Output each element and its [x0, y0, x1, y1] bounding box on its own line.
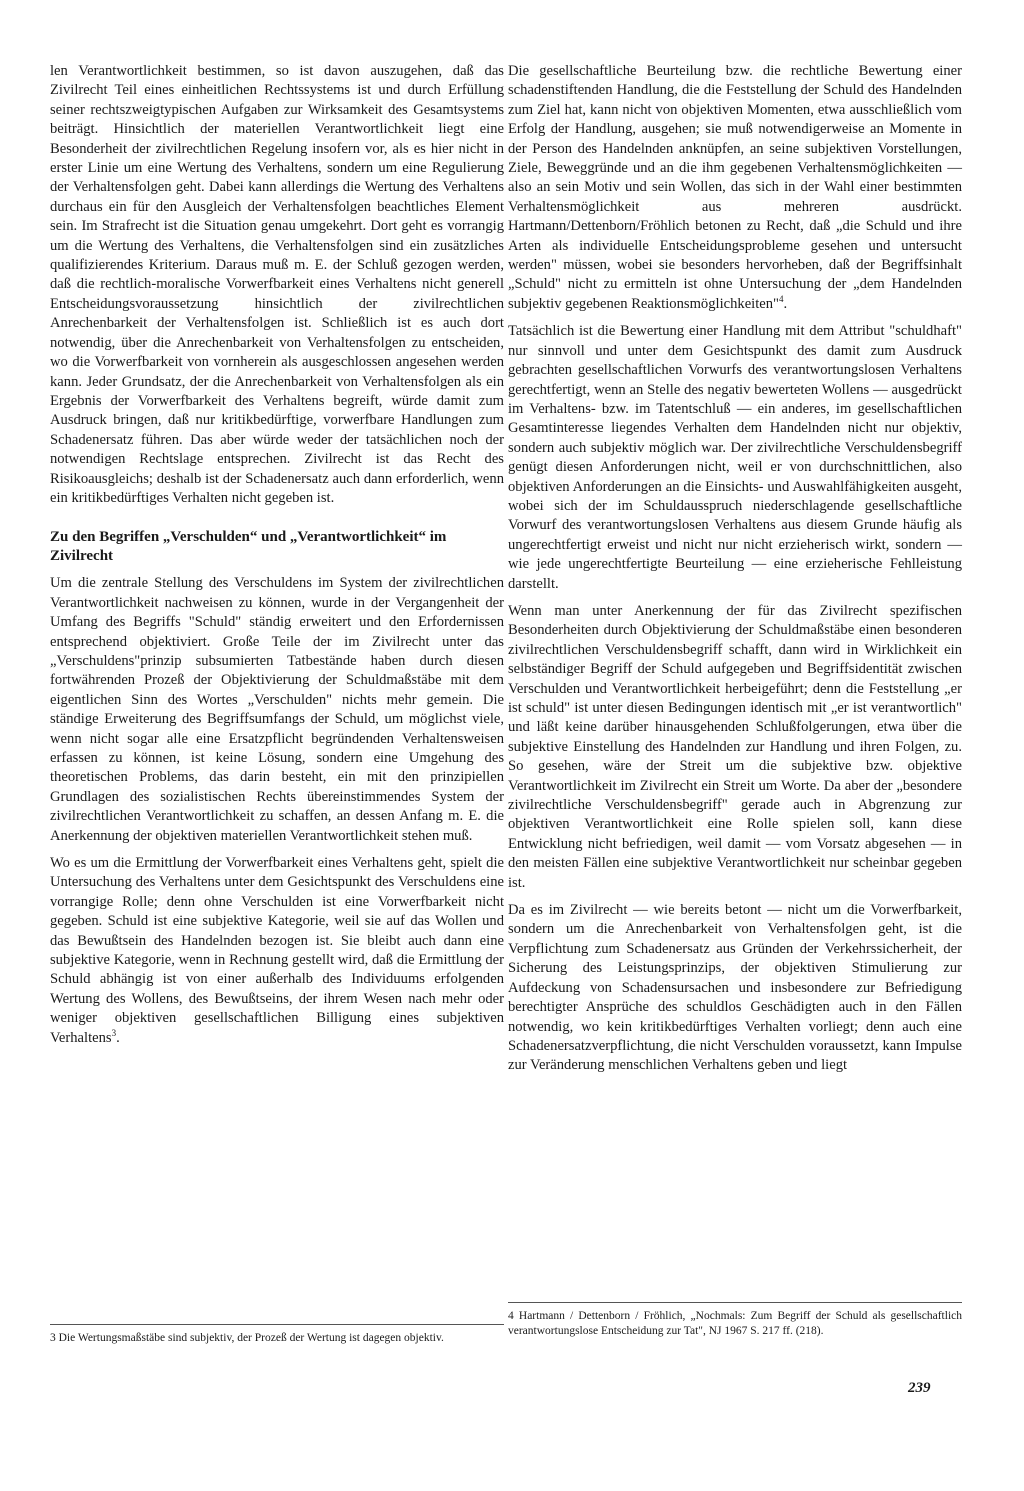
paragraph: Tatsächlich ist die Bewertung einer Handlung mit dem Attribut "schuldhaft" nur sinnvoll und unter dem Gesichtspunkt des damit zum Ausdruck gebrachten gesellschaftlichen Vorwurfs des verantwortungslosen Verhaltens gerechtfertigt, wenn an Stelle des negativ bewerteten Wollens — ausgedrückt im Verhaltens- bzw. im Tatentschluß — ein anderes, im gesellschaftlichen Gesamtinteresse liegendes Verhalten dem Handelnden nicht nur objektiv, sondern auch subjektiv möglich war. Der zivilrechtliche Verschuldensbegriff genügt diesen Anforderungen nicht, weil er von durchschnittlichen, also objektiven Anforderungen an die Einsichts- und Auswahlfähigkeiten ausgeht, wobei sich der im Schuldausspruch niederschlagende gesellschaftliche Vorwurf des verantwortungslosen Verhaltens aus diesem Grunde häufig als ungerechtfertigt erweist und nicht nur nicht erzieherisch wirkt, sondern — wie jede ungerechtfertigte Beurteilung — eine erzieherische Fehlleistung darstellt.	[508, 323, 962, 592]
section-heading: Zu den Begriffen „Verschulden“ und „Verantwortlichkeit“ im Zivilrecht	[50, 529, 447, 565]
paragraph: Da es im Zivilrecht — wie bereits betont — nicht um die Vorwerfbarkeit, sondern um die Anrechenbarkeit von Verhaltensfolgen geht, ist die Verpflichtung zum Schadenersatz aus Gründen der Verkehrssicherheit, der Sicherung des Leistungsprinzips, der objektiven Stimulierung zur Aufdeckung von Schadensursachen und insbesondere zur Befriedigung berechtigter Ansprüche des schuldlos Geschädigten auch in den Fällen notwendig, wo kein kritikbedürftiges Verhalten vorliegt; denn auch eine Schadenersatzverpflichtung, die nicht Verschulden voraussetzt, kann Impulse zur Veränderung menschlichen Verhaltens geben und liegt	[508, 902, 962, 1074]
footnote-3: 3 Die Wertungsmaßstäbe sind subjektiv, der Prozeß der Wertung ist dagegen objektiv.	[50, 1332, 444, 1344]
left-column	[50, 62, 504, 1056]
right-column	[508, 62, 962, 1084]
paragraph-end: .	[116, 1029, 120, 1046]
footnote-4: 4 Hartmann / Dettenborn / Fröhlich, „Nochmals: Zum Begriff der Schuld als gesellschaftlich verantwortungslose Entscheidung zur Tat", NJ 1967 S. 217 ff. (218).	[508, 1310, 962, 1337]
paragraph	[508, 62, 962, 314]
paragraph-end: .	[783, 295, 788, 312]
page-number: 239	[908, 1380, 931, 1396]
paragraph-text: Die gesellschaftliche Beurteilung bzw. die rechtliche Bewertung einer schadenstiftenden Handlung, die die Feststellung der Schuld des Handelnden zum Ziel hat, kann nicht von objektiven Momenten, etwa ausschließlich vom Erfolg der Handlung, ausgehen; sie muß notwendigerweise an Momente in der Person des Handelnden anknüpfen, an seine subjektiven Vorstellungen, Ziele, Beweggründe und an die ihm gegebenen Verhaltensmöglichkeiten — also an sein Motiv und sein Wollen, das sich in der Wahl einer bestimmten Verhaltensmöglichkeit aus mehreren ausdrückt. Hartmann/Dettenborn/Fröhlich betonen zu Recht, daß „die Schuld und ihre Arten als individuelle Entscheidungsprobleme gesehen und untersucht werden" müssen, wobei sie besonders hervorheben, daß der Begriffsinhalt „Schuld" nicht zu ermitteln ist ohne Untersuchung der „dem Handelnden subjektiv gegebenen Reaktionsmöglichkeiten"	[508, 63, 962, 312]
paragraph	[50, 854, 504, 1048]
paragraph: Um die zentrale Stellung des Verschuldens im System der zivilrechtlichen Verantwortlichkeit nachweisen zu können, wurde in der Vergangenheit der Umfang des Begriffs "Schuld" ständig erweitert und den Erfordernissen entsprechend objektiviert. Große Teile der im Zivilrecht unter das „Verschuldens"prinzip subsumierten Tatbestände haben durch diesen fortwährenden Prozeß der Objektivierung der Schuldmaßstäbe mit dem eigentlichen Sinn des Wortes „Verschulden" nichts mehr gemein. Die ständige Erweiterung des Begriffsumfangs der Schuld, um möglichst viele, wenn nicht sogar alle eine Ersatzpflicht begründenden Verhaltensweisen erfassen zu können, ist keine Lösung, sondern eine Umgehung des theoretischen Problems, das darin besteht, ein mit den prinzipiellen Grundlagen des sozialistischen Rechts übereinstimmendes System der zivilrechtlichen Verantwortlichkeit zu schaffen, an dessen Anfang m. E. die Anerkennung der objektiven materiellen Verantwortlichkeit stehen muß.	[50, 575, 504, 844]
footnote-ref-3: 3	[111, 1027, 117, 1038]
footnote-area-right	[508, 1302, 962, 1338]
paragraph: len Verantwortlichkeit bestimmen, so ist davon auszugehen, daß das Zivilrecht Teil eines einheitlichen Rechtssystems ist und durch Erfüllung seiner rechtszweigtypischen Aufgaben zur Wirksamkeit des Gesamtsystems beiträgt. Hinsichtlich der materiellen Verantwortlichkeit liegt eine Besonderheit der zivilrechtlichen Regelung insofern vor, als es hier nicht in erster Linie um eine Wertung des Verhaltens, sondern um eine Regulierung der Verhaltensfolgen geht. Dabei kann allerdings die Wertung des Verhaltens durchaus ein für den Ausgleich der Verhaltensfolgen beachtliches Element sein. Im Strafrecht ist die Situation genau umgekehrt. Dort geht es vorrangig um die Wertung des Verhaltens, die Verhaltensfolgen sind ein zusätzliches qualifizierendes Kriterium. Daraus muß m. E. der Schluß gezogen werden, daß die rechtlich-moralische Vorwerfbarkeit eines Verhaltens nicht generell Entscheidungsvoraussetzung hinsichtlich der zivilrechtlichen Anrechenbarkeit der Verhaltensfolgen ist. Schließlich ist es auch dort notwendig, über die Anrechenbarkeit von Verhaltensfolgen zu entscheiden, wo die Vorwerfbarkeit von vornherein als ausgeschlossen angesehen werden kann. Jeder Grundsatz, der die Anrechenbarkeit von Verhaltensfolgen als ein Ergebnis der Vorwerfbarkeit des Verhaltens begreift, würde damit zum Ausdruck bringen, daß nur kritikbedürftige, vorwerfbare Handlungen zum Schadenersatz führen. Das aber würde weder der tatsächlichen noch der notwendigen Rechtslage entsprechen. Zivilrecht ist das Recht des Risikoausgleichs; deshalb ist der Schadenersatz auch dann erforderlich, wenn ein kritikbedürftiges Verhalten nicht gegeben ist.	[50, 63, 504, 506]
paragraph: Wenn man unter Anerkennung der für das Zivilrecht spezifischen Besonderheiten durch Objektivierung der Schuldmaßstäbe einen besonderen zivilrechtlichen Verschuldensbegriff schafft, dann wird in Wirklichkeit ein selbständiger Begriff der Schuld aufgegeben und Begriffsidentität zwischen Verschulden und Verantwortlichkeit herbeigeführt; denn die Feststellung „er ist schuld" ist unter diesen Bedingungen identisch mit „er ist verantwortlich" und läßt keine darüber hinausgehenden Schlußfolgerungen, etwa über die subjektive Einstellung des Handelnden zur Handlung und ihren Folgen, zu. So gesehen, wäre der Streit um die subjektive bzw. objektive Verantwortlichkeit im Zivilrecht ein Streit um Worte. Da aber der „besondere zivilrechtliche Verschuldensbegriff" gerade auch in Abgrenzung zur objektiven Verantwortlichkeit eine Rolle spielen soll, kann diese Entwicklung nicht befriedigen, weil damit — vom Vorsatz abgesehen — in den meisten Fällen eine subjektive Verantwortlichkeit nur scheinbar gegeben ist.	[508, 602, 962, 891]
paragraph-text: Wo es um die Ermittlung der Vorwerfbarkeit eines Verhaltens geht, spielt die Untersuchung des Verhaltens unter dem Gesichtspunkt des Verschuldens eine vorrangige Rolle; denn ohne Verschulden ist eine Vorwerfbarkeit nicht gegeben. Schuld ist eine subjektive Kategorie, weil sie auf das Wollen und das Bewußtsein des Handelnden bezogen ist. Sie bleibt auch dann eine subjektive Kategorie, wenn in Rechnung gestellt wird, daß die Ermittlung der Schuld abhängig ist von einer außerhalb des Individuums erfolgenden Wertung des Wollens, des Bewußtseins, der ihrem Wesen nach mehr oder weniger objektiven gesellschaftlichen Billigung eines subjektiven Verhaltens	[50, 855, 504, 1046]
footnote-area-left	[50, 1324, 504, 1346]
footnote-ref-4: 4	[779, 294, 784, 305]
